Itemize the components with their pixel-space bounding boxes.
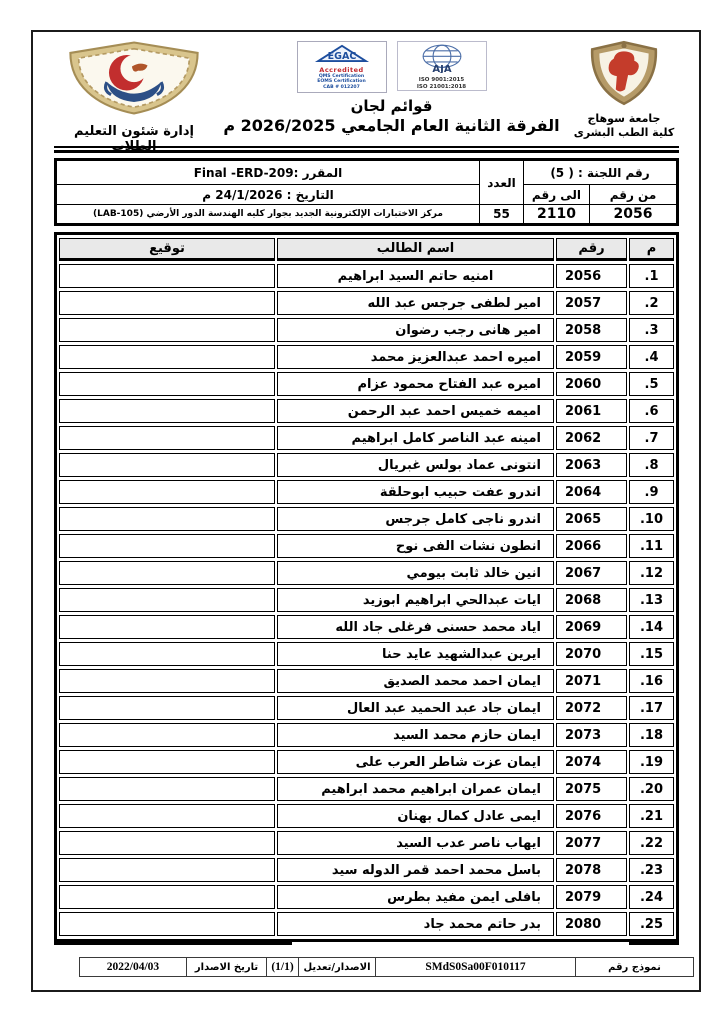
accreditation-logos xyxy=(214,41,569,93)
cell-number: 2056 xyxy=(556,264,627,288)
cell-name: انين خالد ثابت بيومي xyxy=(277,561,554,585)
cell-name: ايمان عزت شاطر العرب على xyxy=(277,750,554,774)
to-number-value: 2110 xyxy=(523,205,589,225)
table-row xyxy=(59,318,674,342)
cell-name: ايات عبدالحي ابراهيم ابوزيد xyxy=(277,588,554,612)
table-row xyxy=(59,723,674,747)
cell-name: اياد محمد حسنى فرغلى جاد الله xyxy=(277,615,554,639)
table-row xyxy=(59,372,674,396)
cell-signature xyxy=(59,642,275,666)
cell-number: 2079 xyxy=(556,885,627,909)
course-name: المقرر :Final -ERD-209 xyxy=(56,160,480,185)
cell-serial: 17. xyxy=(629,696,674,720)
table-row xyxy=(59,480,674,504)
faculty-name: كلية الطب البشرى xyxy=(573,126,675,140)
table-row xyxy=(59,642,674,666)
egac-cert-line: CAB # 012207 xyxy=(323,84,360,90)
students-table-wrapper xyxy=(54,232,679,942)
cell-number: 2071 xyxy=(556,669,627,693)
cell-serial: 2. xyxy=(629,291,674,315)
cell-number: 2063 xyxy=(556,453,627,477)
student-affairs-logo-icon xyxy=(61,39,207,119)
count-value: 55 xyxy=(479,205,523,225)
header-signature: توقيع xyxy=(59,238,275,261)
table-row xyxy=(59,858,674,882)
cell-signature xyxy=(59,561,275,585)
cell-signature xyxy=(59,723,275,747)
table-row xyxy=(59,291,674,315)
cell-signature xyxy=(59,318,275,342)
form-number-value: SMdS0Sa00F010117 xyxy=(376,958,576,977)
cell-signature xyxy=(59,669,275,693)
table-row xyxy=(59,345,674,369)
cell-serial: 13. xyxy=(629,588,674,612)
header xyxy=(54,39,679,154)
exam-location: مركز الاختبارات الإلكترونية الجديد بجوار كليه الهندسة الدور الأرضي (LAB-105) xyxy=(56,205,480,225)
cell-name: بدر حاتم محمد جاد xyxy=(277,912,554,936)
header-center xyxy=(214,39,569,135)
cell-number: 2074 xyxy=(556,750,627,774)
cell-serial: 24. xyxy=(629,885,674,909)
aja-acronym: AJA xyxy=(431,63,452,73)
cell-name: ايمان حازم محمد السيد xyxy=(277,723,554,747)
cell-signature xyxy=(59,750,275,774)
cell-name: ايمان عمران ابراهيم محمد ابراهيم xyxy=(277,777,554,801)
table-row xyxy=(59,264,674,288)
egac-cert-line: QMS Certification xyxy=(318,73,365,79)
cell-signature xyxy=(59,426,275,450)
cell-signature xyxy=(59,345,275,369)
cell-name: اميره احمد عبدالعزيز محمد xyxy=(277,345,554,369)
header-serial: م xyxy=(629,238,674,261)
cell-signature xyxy=(59,588,275,612)
count-label: العدد xyxy=(479,160,523,205)
cell-serial: 7. xyxy=(629,426,674,450)
table-row xyxy=(59,912,674,936)
cell-serial: 5. xyxy=(629,372,674,396)
cell-number: 2066 xyxy=(556,534,627,558)
cell-number: 2073 xyxy=(556,723,627,747)
cell-serial: 19. xyxy=(629,750,674,774)
university-name: جامعة سوهاج xyxy=(587,112,661,125)
table-row xyxy=(59,453,674,477)
table-row xyxy=(59,588,674,612)
cell-serial: 9. xyxy=(629,480,674,504)
cell-name: ايهاب ناصر عدب السيد xyxy=(277,831,554,855)
cell-serial: 12. xyxy=(629,561,674,585)
aja-iso-line: ISO 9001:2015 xyxy=(418,77,465,83)
issue-date-label: تاريخ الاصدار xyxy=(187,958,267,977)
cell-serial: 1. xyxy=(629,264,674,288)
cell-number: 2077 xyxy=(556,831,627,855)
header-number: رقم xyxy=(556,238,627,261)
cell-signature xyxy=(59,372,275,396)
cell-serial: 22. xyxy=(629,831,674,855)
document-subtitle: الفرقة الثانية العام الجامعي 2026/2025 م xyxy=(223,116,560,135)
cell-serial: 21. xyxy=(629,804,674,828)
cell-name: انطون نشات الفى نوح xyxy=(277,534,554,558)
cell-number: 2059 xyxy=(556,345,627,369)
cell-signature xyxy=(59,912,275,936)
cell-name: اميمه خميس احمد عبد الرحمن xyxy=(277,399,554,423)
cell-number: 2075 xyxy=(556,777,627,801)
page-border xyxy=(31,30,701,992)
table-header-row xyxy=(59,238,674,261)
from-number-label: من رقم xyxy=(590,185,678,205)
cell-number: 2078 xyxy=(556,858,627,882)
aja-globe-icon xyxy=(414,43,470,73)
cell-signature xyxy=(59,696,275,720)
table-row xyxy=(59,615,674,639)
cell-name: ايمان احمد محمد الصديق xyxy=(277,669,554,693)
egac-pyramid-icon xyxy=(313,43,371,63)
cell-number: 2076 xyxy=(556,804,627,828)
students-tbody xyxy=(59,264,674,936)
from-number-value: 2056 xyxy=(590,205,678,225)
egac-cert-line: EOMS Certification xyxy=(317,79,366,85)
cell-number: 2068 xyxy=(556,588,627,612)
department-name: إدارة شئون التعليم الطلاب xyxy=(74,124,194,154)
table-row xyxy=(59,399,674,423)
department-block xyxy=(54,39,214,154)
cell-serial: 14. xyxy=(629,615,674,639)
table-row xyxy=(59,426,674,450)
egac-accredited-label: Accredited xyxy=(319,66,364,74)
cell-name: امير لطفى جرجس عبد الله xyxy=(277,291,554,315)
exam-date: التاريخ : 24/1/2026 م xyxy=(56,185,480,205)
egac-acronym: EGAC xyxy=(327,51,356,63)
cell-name: باسل محمد احمد قمر الدوله سيد xyxy=(277,858,554,882)
students-table xyxy=(57,235,676,939)
cell-number: 2072 xyxy=(556,696,627,720)
footer xyxy=(79,957,694,977)
aja-iso-line: ISO 21001:2018 xyxy=(416,83,467,90)
cell-serial: 16. xyxy=(629,669,674,693)
issue-value: (1/1) xyxy=(267,958,299,977)
table-row xyxy=(59,777,674,801)
cell-name: انتونى عماد بولس غبريال xyxy=(277,453,554,477)
cell-serial: 15. xyxy=(629,642,674,666)
cell-serial: 20. xyxy=(629,777,674,801)
exam-info-table xyxy=(54,158,679,226)
cell-name: اندرو عفت حبيب ابوحلقة xyxy=(277,480,554,504)
cell-number: 2062 xyxy=(556,426,627,450)
cell-number: 2060 xyxy=(556,372,627,396)
cell-signature xyxy=(59,264,275,288)
cell-signature xyxy=(59,480,275,504)
cell-signature xyxy=(59,804,275,828)
to-number-label: الى رقم xyxy=(523,185,589,205)
cell-number: 2058 xyxy=(556,318,627,342)
cell-name: ايمى عادل كمال بهنان xyxy=(277,804,554,828)
table-row xyxy=(59,804,674,828)
table-row xyxy=(59,534,674,558)
cell-number: 2061 xyxy=(556,399,627,423)
cell-signature xyxy=(59,507,275,531)
cell-name: امينه عبد الناصر كامل ابراهيم xyxy=(277,426,554,450)
cell-name: ايرين عبدالشهيد عايد حنا xyxy=(277,642,554,666)
cell-serial: 18. xyxy=(629,723,674,747)
cell-signature xyxy=(59,615,275,639)
table-row xyxy=(59,885,674,909)
cell-name: امنيه حاتم السيد ابراهيم xyxy=(277,264,554,288)
cell-serial: 11. xyxy=(629,534,674,558)
cell-serial: 23. xyxy=(629,858,674,882)
cell-signature xyxy=(59,534,275,558)
cell-signature xyxy=(59,831,275,855)
cell-name: ايمان جاد عبد الحميد عبد العال xyxy=(277,696,554,720)
document-title: قوائم لجان xyxy=(350,97,433,115)
cell-number: 2067 xyxy=(556,561,627,585)
table-row xyxy=(59,507,674,531)
cell-name: اندرو ناجى كامل جرجس xyxy=(277,507,554,531)
cell-serial: 6. xyxy=(629,399,674,423)
cell-name: اميره عبد الفتاح محمود عزام xyxy=(277,372,554,396)
table-row xyxy=(59,831,674,855)
cell-serial: 8. xyxy=(629,453,674,477)
cell-signature xyxy=(59,858,275,882)
issue-date-value: 2022/04/03 xyxy=(80,958,187,977)
aja-accreditation-logo xyxy=(397,41,487,91)
cell-signature xyxy=(59,777,275,801)
footer-table xyxy=(79,957,694,977)
cell-number: 2065 xyxy=(556,507,627,531)
table-row xyxy=(59,750,674,774)
table-row xyxy=(59,561,674,585)
cell-number: 2064 xyxy=(556,480,627,504)
cell-serial: 25. xyxy=(629,912,674,936)
cell-serial: 4. xyxy=(629,345,674,369)
cell-signature xyxy=(59,453,275,477)
cell-name: بافلى ايمن مفيد بطرس xyxy=(277,885,554,909)
cell-serial: 10. xyxy=(629,507,674,531)
cell-signature xyxy=(59,885,275,909)
egac-accreditation-logo xyxy=(297,41,387,93)
cell-number: 2069 xyxy=(556,615,627,639)
sohag-university-logo-icon xyxy=(584,39,664,107)
university-block xyxy=(569,39,679,141)
cell-signature xyxy=(59,399,275,423)
cell-name: امير هانى رجب رضوان xyxy=(277,318,554,342)
cell-number: 2080 xyxy=(556,912,627,936)
cell-serial: 3. xyxy=(629,318,674,342)
table-row xyxy=(59,669,674,693)
cell-number: 2057 xyxy=(556,291,627,315)
cell-number: 2070 xyxy=(556,642,627,666)
table-row xyxy=(59,696,674,720)
header-student-name: اسم الطالب xyxy=(277,238,554,261)
form-number-label: نموذج رقم xyxy=(576,958,694,977)
cell-signature xyxy=(59,291,275,315)
committee-number: رقم اللجنة : ( 5) xyxy=(523,160,677,185)
issue-label: الاصدار/تعديل xyxy=(299,958,376,977)
